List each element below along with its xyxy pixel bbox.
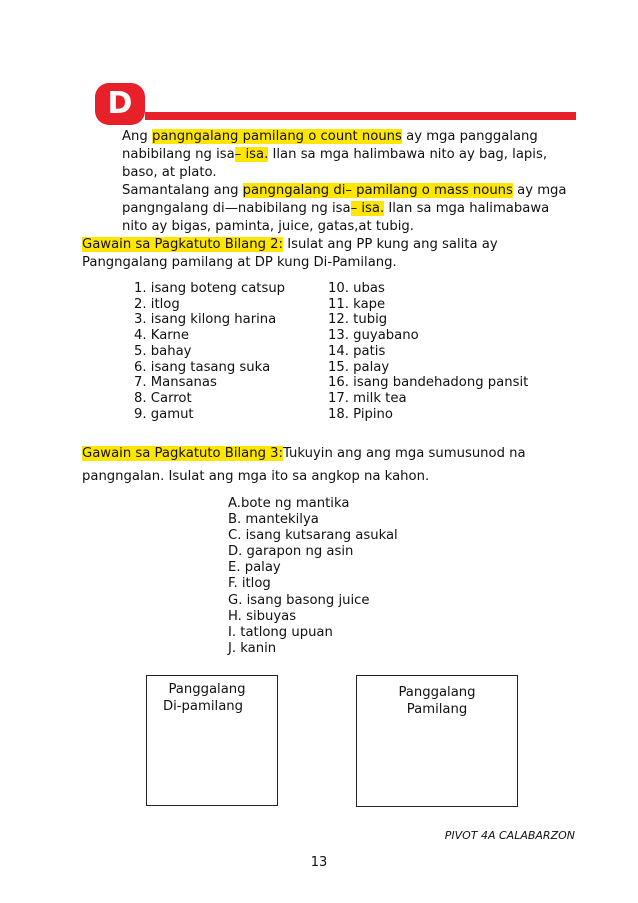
gawain3-heading: Gawain sa Pagkatuto Bilang 3: [82,446,283,461]
gawain3-instruction: Tukuyin ang ang mga sumusunod na pangngalan. Isulat ang mga ito sa angkop na kahon. [82,446,526,484]
section-divider-line [145,112,576,120]
list-item: 13. guyabano [328,328,419,344]
list-item: 11. kape [328,296,386,312]
section-letter-badge: D [95,83,145,125]
gawain3-choice-list [228,496,398,657]
list-item: D. garapon ng asin [228,544,354,560]
list-item: A.bote ng mantika [228,496,350,511]
list-item: 4. Karne [134,328,189,344]
gawain2-right-list [328,281,528,422]
mass-nouns-highlight: pangngalang di– pamilang o mass nouns [242,183,513,198]
intro-paragraph-1 [82,128,572,182]
gawain2-instructions [82,236,572,272]
list-item: C. isang kutsarang asukal [228,528,398,544]
intro-p1-post: ay mga panggalang nabibilang ng isa [122,129,538,162]
list-item: G. isang basong juice [228,592,370,608]
gawain2-left-list [134,281,285,422]
list-item: 5. bahay [134,343,192,359]
intro-p1-dash: – isa. [234,147,269,162]
box-label-line2: Di-pamilang [162,698,243,714]
list-item: 6. isang tasang suka [134,359,271,375]
list-item: 15. palay [328,359,390,375]
list-item: 14. patis [328,343,386,359]
intro-p1-pre: Ang [122,129,152,144]
intro-p2-post: ay mga pangngalang di—nabibilang ng isa [122,183,567,216]
gawain3-instructions [82,442,572,488]
list-item: H. sibuyas [228,608,297,624]
list-item: I. tatlong upuan [228,624,333,640]
list-item: 18. Pipino [328,406,393,422]
list-item: 2. itlog [134,296,180,312]
list-item: 10. ubas [328,281,385,296]
footer-label: PIVOT 4A CALABARZON [444,829,575,842]
di-pamilang-answer-box[interactable] [146,675,278,806]
page-number: 13 [310,855,328,870]
box-label-line1: Panggalang [398,685,476,700]
intro-p2-rest: Ilan sa mga halimabawa nito ay bigas, paminta, juice, gatas,at tubig. [122,201,550,234]
list-item: B. mantekilya [228,512,319,528]
count-nouns-highlight: pangngalang pamilang o count nouns [151,129,402,144]
pamilang-answer-box[interactable] [356,675,518,807]
intro-paragraph-2 [82,182,572,236]
list-item: 16. isang bandehadong pansit [328,375,529,391]
list-item: 1. isang boteng catsup [134,281,286,296]
intro-p2-pre: Samantalang ang [122,183,243,198]
list-item: 3. isang kilong harina [134,312,277,328]
list-item: 8. Carrot [134,390,192,406]
gawain2-instruction: Isulat ang PP kung ang salita ay Pangngalang pamilang at DP kung Di-Pamilang. [82,237,498,270]
list-item: F. itlog [228,576,271,592]
list-item: 7. Mansanas [134,375,217,391]
intro-p2-dash: – isa. [350,201,385,216]
list-item: 12. tubig [328,312,388,328]
list-item: E. palay [228,560,281,576]
intro-p1-rest: Ilan sa mga halimbawa nito ay bag, lapis, baso, at plato. [122,147,548,180]
list-item: 9. gamut [134,406,194,422]
list-item: 17. milk tea [328,390,407,406]
box-label-line1: Panggalang [168,682,246,697]
gawain2-heading: Gawain sa Pagkatuto Bilang 2: [82,237,283,252]
list-item: J. kanin [228,640,277,656]
box-label-line2: Pamilang [406,701,468,717]
